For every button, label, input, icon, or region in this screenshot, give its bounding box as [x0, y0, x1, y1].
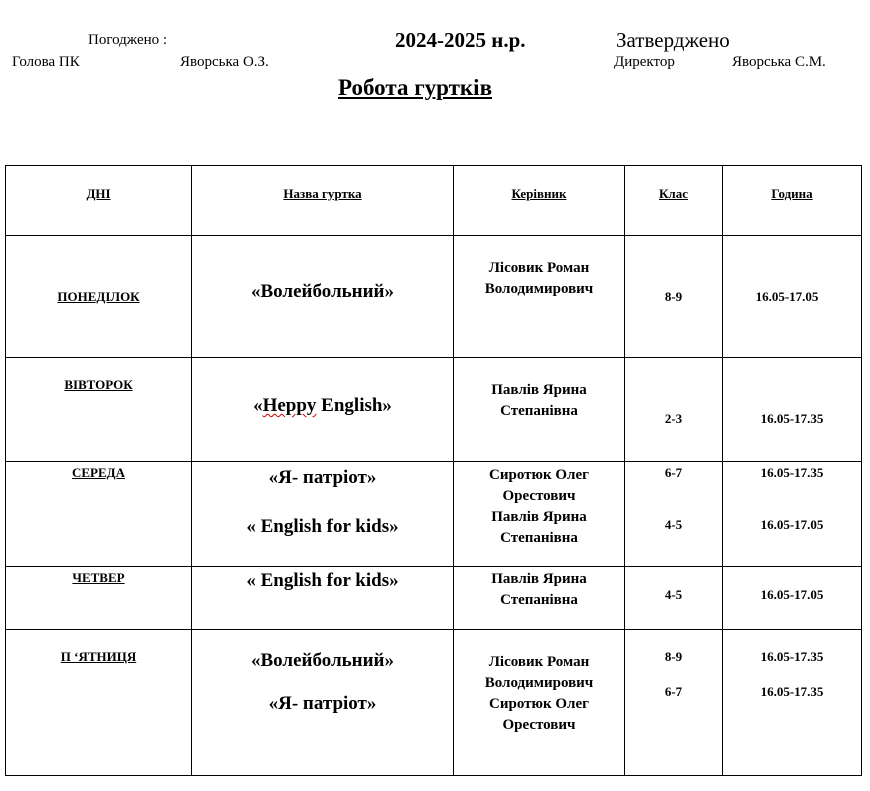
header-cell-day — [6, 166, 192, 236]
grade-value: 6-7 — [664, 684, 683, 699]
grade-cell — [625, 358, 723, 462]
misspelled-word: Heppy — [262, 395, 317, 416]
grade-cell — [625, 630, 723, 776]
leader-name: Сиротюк Олег — [489, 696, 589, 712]
director-name: Яворська С.М. — [732, 54, 826, 70]
table-row — [6, 567, 862, 630]
time-value: 16.05-17.05 — [760, 587, 824, 602]
grade-cell — [625, 462, 723, 567]
day-cell — [6, 462, 192, 567]
leader-cell — [454, 567, 625, 630]
leader-name: Орестович — [502, 717, 576, 733]
leader-name: Степанівна — [500, 592, 578, 608]
time-value: 16.05-17.05 — [760, 517, 824, 532]
day-cell — [6, 236, 192, 358]
leader-cell — [454, 358, 625, 462]
club-cell — [192, 236, 454, 358]
club-name: «Волейбольний» — [250, 281, 394, 302]
agreed-label: Погоджено : — [88, 32, 168, 48]
table-row — [6, 358, 862, 462]
club-cell — [192, 462, 454, 567]
club-name: «Волейбольний» — [250, 650, 394, 671]
day-cell — [6, 358, 192, 462]
club-cell — [192, 630, 454, 776]
club-name — [192, 395, 453, 417]
club-cell — [192, 567, 454, 630]
header-club: Назва гуртка — [283, 186, 362, 201]
header-cell-club — [192, 166, 454, 236]
club-name: « English for kids» — [246, 570, 399, 591]
time-value: 16.05-17.35 — [760, 684, 824, 699]
time-value: 16.05-17.05 — [755, 289, 819, 304]
leader-name: Павлів Ярина — [491, 571, 587, 587]
day-cell — [6, 630, 192, 776]
union-head-title: Голова ПК — [12, 54, 80, 70]
table-row — [6, 236, 862, 358]
schedule-table — [5, 165, 862, 776]
club-name-suffix: English» — [316, 395, 392, 416]
grade-value: 6-7 — [664, 465, 683, 480]
day-cell — [6, 567, 192, 630]
leader-name: Володимирович — [484, 675, 594, 691]
club-name: «Я- патріот» — [268, 693, 377, 714]
leader-name: Степанівна — [500, 530, 578, 546]
day-label: ВІВТОРОК — [64, 377, 133, 392]
leader-cell — [454, 630, 625, 776]
grade-value: 2-3 — [664, 411, 683, 426]
club-cell — [192, 358, 454, 462]
table-row — [6, 630, 862, 776]
day-label: ЧЕТВЕР — [72, 570, 125, 585]
header-cell-grade — [625, 166, 723, 236]
day-label: ПОНЕДІЛОК — [57, 289, 140, 304]
club-name: « English for kids» — [246, 516, 399, 537]
header-time: Година — [771, 186, 813, 201]
header-cell-time — [723, 166, 862, 236]
approved-label: Затверджено — [616, 28, 730, 52]
time-cell — [723, 630, 862, 776]
club-name-prefix: « — [253, 395, 263, 416]
academic-year: 2024-2025 н.р. — [395, 28, 526, 52]
grade-value: 8-9 — [664, 289, 683, 304]
time-cell — [723, 462, 862, 567]
grade-cell — [625, 236, 723, 358]
leader-name: Лісовик Роман — [488, 654, 590, 670]
grade-value: 4-5 — [664, 587, 683, 602]
table-row — [6, 462, 862, 567]
time-value: 16.05-17.35 — [760, 465, 824, 480]
leader-name: Сиротюк Олег — [489, 467, 589, 483]
table-header-row — [6, 166, 862, 236]
leader-name: Павлів Ярина — [491, 509, 587, 525]
club-name: «Я- патріот» — [268, 467, 377, 488]
leader-name: Володимирович — [484, 281, 594, 297]
leader-cell — [454, 236, 625, 358]
time-cell — [723, 358, 862, 462]
director-title: Директор — [614, 54, 675, 70]
header-grade: Клас — [659, 186, 688, 201]
leader-name: Лісовик Роман — [488, 260, 590, 276]
document-title: Робота гуртків — [338, 75, 492, 100]
grade-cell — [625, 567, 723, 630]
leader-name: Степанівна — [500, 403, 578, 419]
time-value: 16.05-17.35 — [760, 649, 824, 664]
header-leader: Керівник — [511, 186, 567, 201]
grade-value: 4-5 — [664, 517, 683, 532]
time-cell — [723, 236, 862, 358]
header-day: ДНІ — [86, 186, 111, 201]
day-label: П ‘ЯТНИЦЯ — [60, 649, 137, 664]
leader-name: Орестович — [502, 488, 576, 504]
time-cell — [723, 567, 862, 630]
union-head-name: Яворська О.З. — [180, 54, 269, 70]
grade-value: 8-9 — [664, 649, 683, 664]
day-label: СЕРЕДА — [71, 465, 125, 480]
header-cell-leader — [454, 166, 625, 236]
time-value: 16.05-17.35 — [760, 411, 824, 426]
leader-cell — [454, 462, 625, 567]
leader-name: Павлів Ярина — [491, 382, 587, 398]
